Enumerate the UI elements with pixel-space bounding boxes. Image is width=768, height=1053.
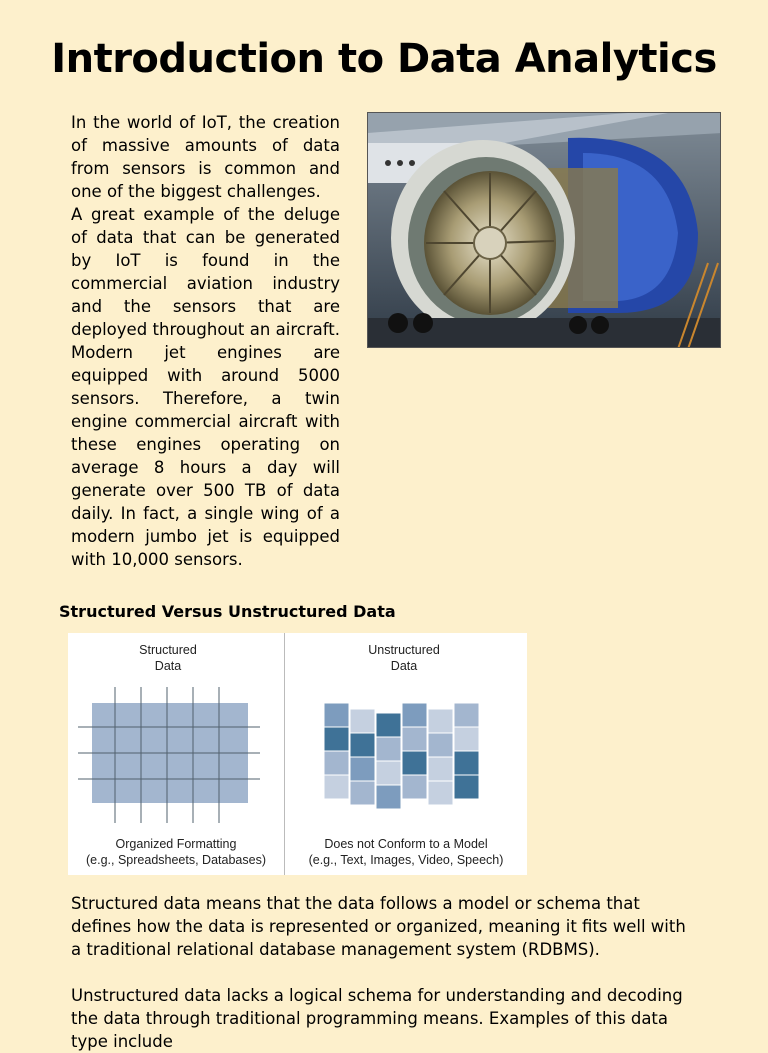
jet-engine-photo [367,112,721,348]
intro-text [71,111,340,571]
structured-caption [68,836,284,868]
structured-title-line-1: Structured [139,643,197,657]
unstructured-caption-line-1: Does not Conform to a Model [324,837,488,851]
structured-vs-unstructured-figure [68,633,527,875]
unstructured-title-line-1: Unstructured [368,643,440,657]
structured-data-paragraph: Structured data means that the data follows a model or schema that defines how the data is represented or organized, meaning it fits well with a traditional relational database management system (RDBMS). [71,894,686,959]
intro-paragraph-1: In the world of IoT, the creation of massive amounts of data from sensors is common and one of the biggest challenges. [71,113,340,201]
unstructured-caption [285,836,527,868]
page-title: Introduction to Data Analytics [51,36,717,82]
unstructured-caption-line-2: (e.g., Text, Images, Video, Speech) [308,853,504,867]
unstructured-data-paragraph: Unstructured data lacks a logical schema for understanding and decoding the data through traditional programming means. Examples of this data type include [71,986,683,1051]
structured-title-line-2: Data [154,659,182,673]
structured-grid [68,687,284,837]
structured-title [116,642,220,674]
unstructured-title [344,642,464,674]
unstructured-blocks [318,699,488,819]
structured-caption-line-2: (e.g., Spreadsheets, Databases) [86,853,266,867]
unstructured-title-line-2: Data [390,659,418,673]
structured-caption-line-1: Organized Formatting [115,837,237,851]
intro-paragraph-2: A great example of the deluge of data that can be generated by IoT is found in the commercial aviation industry and the sensors that are deployed throughout an aircraft. Modern jet engines are equipped with around 5000 sensors. Therefore, a twin engine commercial aircraft with these engines operating on average 8 hours a day will generate over 500 TB of data daily. In fact, a single wing of a modern jumbo jet is equipped with 10,000 sensors. [71,205,340,569]
section-heading: Structured Versus Unstructured Data [59,602,396,621]
